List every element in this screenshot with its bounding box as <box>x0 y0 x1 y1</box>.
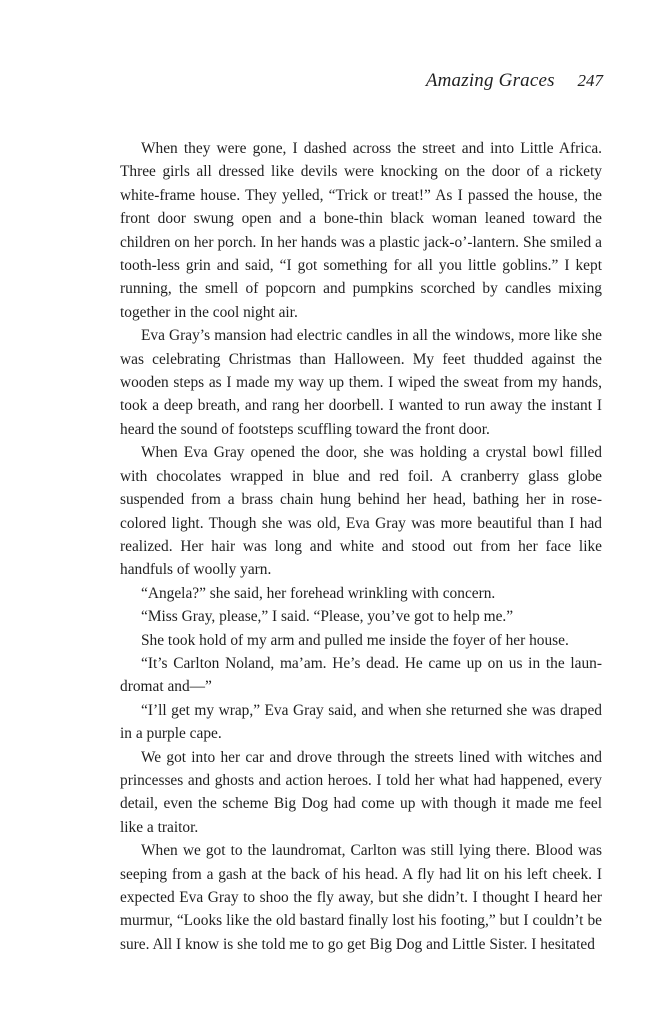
paragraph: “It’s Carlton Noland, ma’am. He’s dead. He came up on us in the laun-dromat and—” <box>120 654 602 696</box>
paragraph: She took hold of my arm and pulled me inside the foyer of her house. <box>141 631 569 649</box>
paragraph: “Miss Gray, please,” I said. “Please, you’ve got to help me.” <box>141 608 514 626</box>
running-title: Amazing Graces <box>425 70 555 91</box>
paragraph: When Eva Gray opened the door, she was holding a crystal bowl filled with chocolates wrapped in blue and red foil. A cranberry glass globe suspended from a brass chain hung behind her head, bathing her in rose-colored light. Though she was old, Eva Gray was more beautiful than I had realized. Her hair was long and white and stood out from her face like handfuls of woolly yarn. <box>120 444 602 579</box>
paragraph: “I’ll get my wrap,” Eva Gray said, and when she returned she was draped in a purple cape. <box>120 701 602 743</box>
paragraph: Eva Gray’s mansion had electric candles in all the windows, more like she was celebrating Christmas than Halloween. My feet thudded against the wooden steps as I made my way up them. I wiped the sweat from my hands, took a deep breath, and rang her doorbell. I wanted to run away the instant I heard the sound of footsteps scuffling toward the front door. <box>120 327 602 438</box>
running-head <box>426 70 603 93</box>
paragraph: When they were gone, I dashed across the street and into Little Africa. Three girls all dressed like devils were knocking on the door of a rickety white-frame house. They yelled, “Trick or treat!” As I passed the house, the front door swung open and a bone-thin black woman leaned toward the children on her porch. In her hands was a plastic jack-o’-lantern. She smiled a tooth-less grin and said, “I got something for all you little goblins.” I kept running, the smell of popcorn and pumpkins scorched by candles mixing together in the cool night air. <box>120 140 602 321</box>
paragraph: We got into her car and drove through the streets lined with witches and princesses and ghosts and action heroes. I told her what had happened, every detail, even the scheme Big Dog had come up with though it made me feel like a traitor. <box>120 748 602 836</box>
paragraph: When we got to the laundromat, Carlton was still lying there. Blood was seeping from a gash at the back of his head. A fly had lit on his left cheek. I expected Eva Gray to shoo the fly away, but she didn’t. I thought I heard her murmur, “Looks like the old bastard finally lost his footing,” but I couldn’t be sure. All I know is she told me to go get Big Dog and Little Sister. I hesitated <box>120 842 602 953</box>
body-text <box>120 137 602 956</box>
page-number: 247 <box>577 71 603 90</box>
paragraph: “Angela?” she said, her forehead wrinkling with concern. <box>141 584 496 602</box>
